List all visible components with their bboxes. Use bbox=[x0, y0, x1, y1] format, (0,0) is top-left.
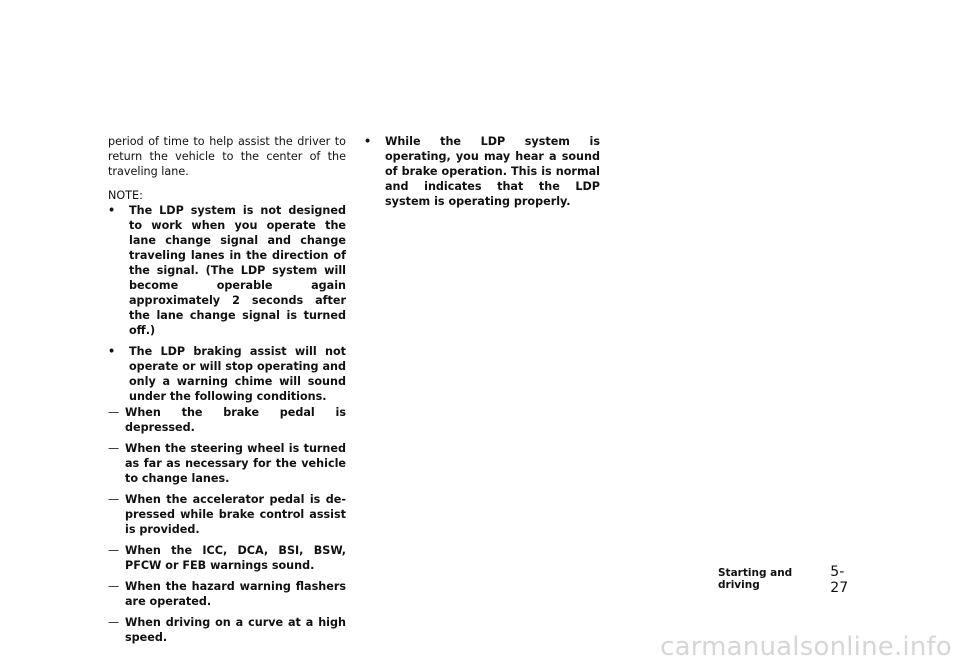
right-bullet-1 bbox=[364, 134, 600, 209]
condition-item bbox=[108, 615, 346, 645]
condition-item bbox=[108, 543, 346, 573]
page-footer bbox=[718, 564, 858, 596]
dash-glyph: — bbox=[108, 493, 120, 506]
condition-item-text: When the steering wheel is turned as far as necessary for the vehicle to change lanes. bbox=[125, 442, 346, 485]
dash-glyph: — bbox=[108, 616, 120, 629]
condition-item-text: When the ICC, DCA, BSI, BSW, PFCW or FEB warnings sound. bbox=[125, 544, 346, 572]
dash-glyph: — bbox=[108, 406, 120, 419]
condition-item-text: When the hazard warning flashers are operated. bbox=[125, 580, 346, 608]
bullet-glyph: • bbox=[108, 204, 116, 217]
dash-glyph: — bbox=[108, 580, 120, 593]
note-bullet-2 bbox=[108, 344, 346, 404]
condition-item bbox=[108, 405, 346, 435]
note-bullet-1 bbox=[108, 203, 346, 338]
condition-item-text: When driving on a curve at a high speed. bbox=[125, 616, 346, 644]
condition-item-text: When the brake pedal is depressed. bbox=[125, 406, 346, 434]
right-column bbox=[364, 134, 600, 209]
condition-item bbox=[108, 579, 346, 609]
condition-list bbox=[108, 405, 346, 645]
left-column bbox=[108, 134, 346, 645]
note-bullet-2-text: The LDP braking assist will not operate or will stop operating and only a warning chime will sound under the following conditions. bbox=[129, 345, 346, 403]
section-title: Starting and driving bbox=[718, 567, 793, 591]
dash-glyph: — bbox=[108, 544, 120, 557]
bullet-glyph: • bbox=[364, 135, 372, 148]
watermark: carmanualsonline.info bbox=[660, 632, 952, 662]
condition-item bbox=[108, 441, 346, 486]
note-label: NOTE: bbox=[108, 189, 143, 202]
bullet-glyph: • bbox=[108, 345, 116, 358]
condition-item bbox=[108, 492, 346, 537]
note-bullet-1-text: The LDP system is not designed to work when you operate the lane change signal and change traveling lanes in the direction of the signal. (The LDP system will become operable again approximately 2 seconds after the lane change signal is turned off.) bbox=[129, 204, 346, 337]
intro-paragraph: period of time to help assist the driver to return the vehicle to the center of the traveling lane. bbox=[108, 135, 346, 178]
right-bullet-1-text: While the LDP system is operating, you may hear a sound of brake operation. This is normal and indicates that the LDP system is operating properly. bbox=[385, 135, 600, 208]
condition-item-text: When the accelerator pedal is de- pressed while brake control assist is provided. bbox=[125, 493, 346, 536]
page-number: 5-27 bbox=[830, 564, 849, 596]
dash-glyph: — bbox=[108, 442, 120, 455]
